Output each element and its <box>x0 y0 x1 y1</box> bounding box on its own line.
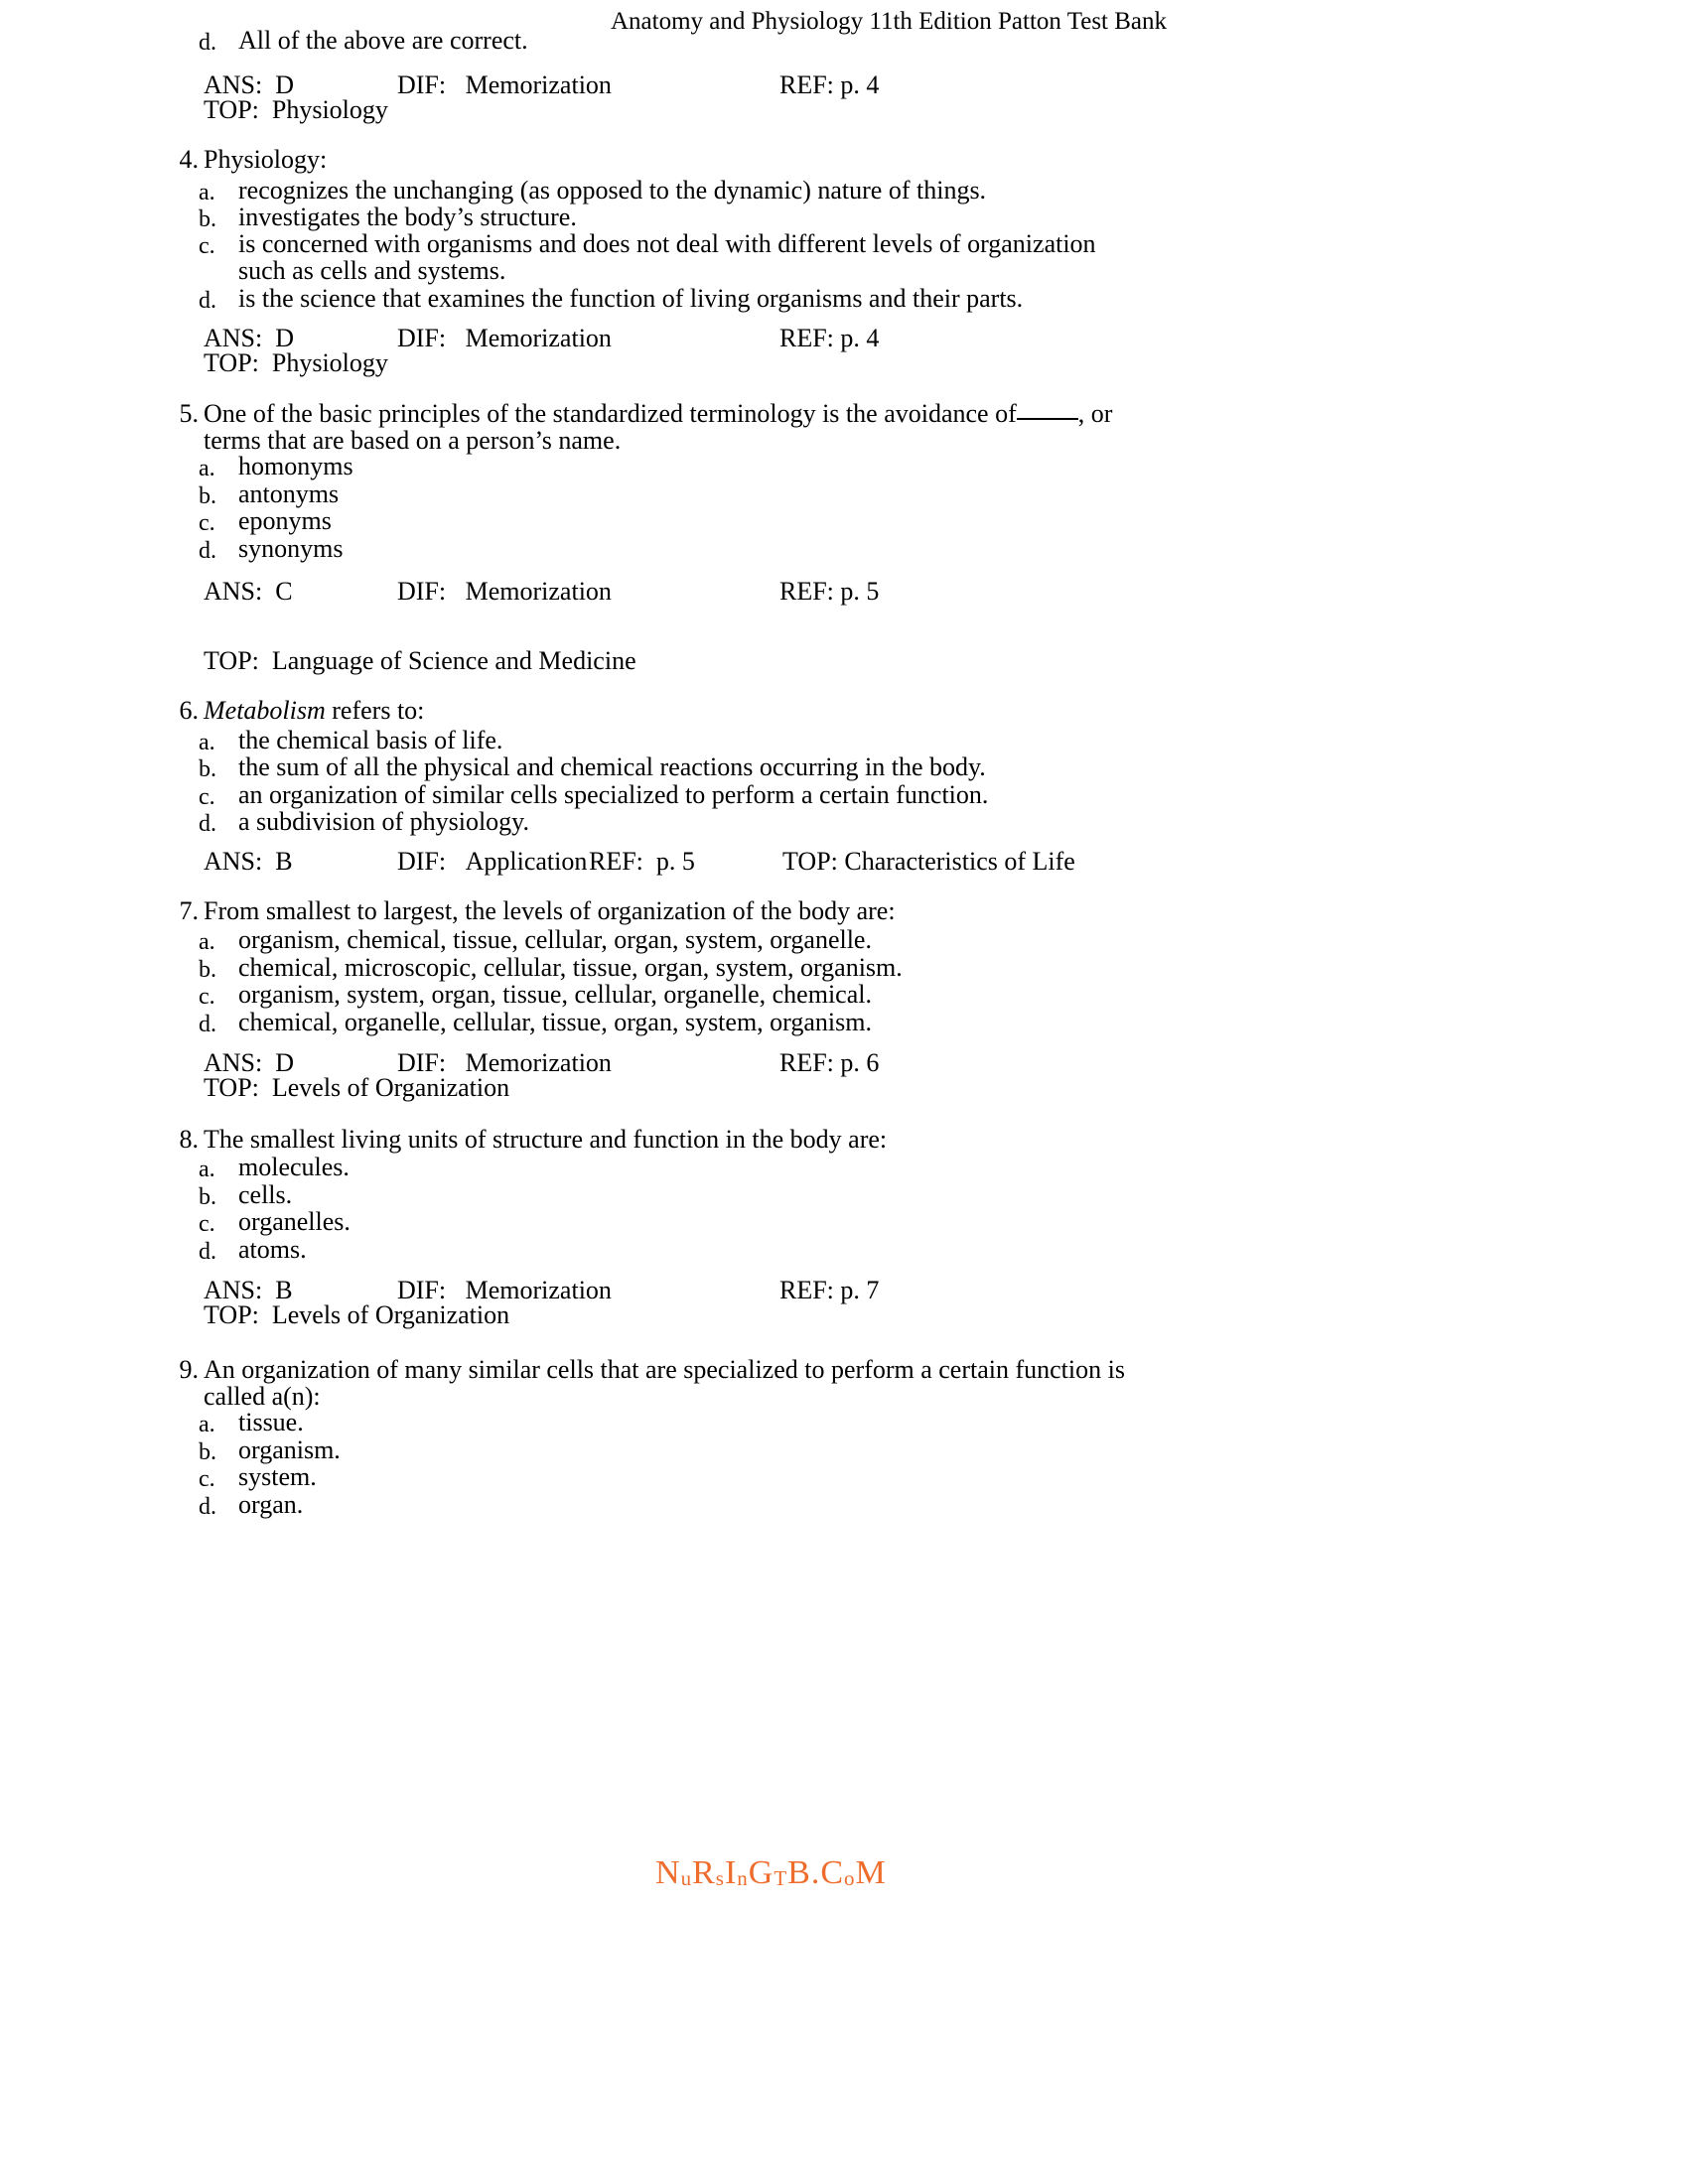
question-stem: An organization of many similar cells that are specialized to perform a certain function is <box>204 1355 1125 1384</box>
question-number: 8. <box>179 1125 199 1154</box>
option-text: cells. <box>238 1180 293 1209</box>
topic-label-value <box>204 345 388 381</box>
option-text: antonyms <box>238 479 340 508</box>
reference-label-value <box>779 1045 879 1081</box>
dif-label: DIF: <box>397 1276 447 1304</box>
option-text-continued: such as cells and systems. <box>238 256 506 285</box>
option-letter: a. <box>199 180 215 205</box>
option-text: the sum of all the physical and chemical reactions occurring in the body. <box>238 752 986 781</box>
option-letter: a. <box>199 929 215 955</box>
option-letter: b. <box>199 1439 216 1465</box>
option-text: organelles. <box>238 1207 351 1236</box>
option-text: chemical, microscopic, cellular, tissue, organ, system, organism. <box>238 953 903 982</box>
topic-label-value <box>204 1070 509 1106</box>
option-letter: b. <box>199 957 216 983</box>
option-letter: c. <box>199 1466 215 1492</box>
question-stem: From smallest to largest, the levels of organization of the body are: <box>204 896 896 925</box>
option-letter: b. <box>199 1184 216 1210</box>
question-number: 5. <box>179 399 199 428</box>
watermark-char: G <box>748 1854 774 1891</box>
ans-label: ANS: <box>204 1276 263 1304</box>
option-text: a subdivision of physiology. <box>238 807 529 836</box>
ans-label: ANS: <box>204 1048 263 1077</box>
ans-value: C <box>275 577 293 606</box>
watermark-char: o <box>844 1866 856 1890</box>
top-label: TOP: <box>204 646 259 675</box>
dif-value: Memorization <box>465 324 612 352</box>
watermark-char: s <box>715 1866 725 1890</box>
option-letter: d. <box>199 1012 216 1037</box>
watermark-char: N <box>655 1854 681 1891</box>
watermark-char: u <box>680 1866 693 1890</box>
ref-label: REF: <box>779 1276 834 1304</box>
topic-inline: TOP: Characteristics of Life <box>782 847 1075 876</box>
topic-label-value <box>204 643 636 679</box>
dif-value: Memorization <box>465 1048 612 1077</box>
ans-value: D <box>275 324 295 352</box>
option-text: investigates the body’s structure. <box>238 203 577 231</box>
difficulty-label-value <box>397 574 612 610</box>
option-letter: c. <box>199 510 215 536</box>
question-stem-line2: terms that are based on a person’s name. <box>204 426 622 455</box>
top-value: Levels of Organization <box>271 1300 510 1329</box>
ans-value: B <box>275 847 293 876</box>
dif-value: Memorization <box>465 577 612 606</box>
top-label: TOP: <box>204 1300 259 1329</box>
option-letter: c. <box>199 784 215 810</box>
ref-value: p. 5 <box>655 847 695 876</box>
ref-label: REF: <box>779 70 834 99</box>
top-value: Physiology <box>271 348 388 377</box>
option-letter: d. <box>199 288 216 314</box>
option-text: the chemical basis of life. <box>238 726 503 754</box>
answer-label-value <box>204 844 293 880</box>
option-letter: a. <box>199 456 215 481</box>
reference-label-value <box>779 321 879 356</box>
option-letter: c. <box>199 233 215 259</box>
option-text: is the science that examines the function of living organisms and their parts. <box>238 284 1024 313</box>
option-letter: d. <box>199 1239 216 1265</box>
dif-value: Memorization <box>465 70 612 99</box>
ans-label: ANS: <box>204 577 263 606</box>
ref-label: REF: <box>779 577 834 606</box>
option-text: molecules. <box>238 1153 350 1181</box>
option-letter: a. <box>199 1157 215 1182</box>
watermark-char: B <box>787 1854 811 1891</box>
option-letter: c. <box>199 984 215 1010</box>
dif-label: DIF: <box>397 324 447 352</box>
watermark-char: M <box>855 1854 887 1891</box>
option-text: organ. <box>238 1490 304 1519</box>
option-text: All of the above are correct. <box>238 26 528 55</box>
reference-label-value <box>779 574 879 610</box>
question-number: 7. <box>179 896 199 925</box>
ref-label: REF: <box>589 847 643 876</box>
question-stem: The smallest living units of structure and function in the body are: <box>204 1125 888 1154</box>
ans-label: ANS: <box>204 847 263 876</box>
top-value: Levels of Organization <box>271 1073 510 1102</box>
question-stem-emphasis: Metabolism <box>204 696 326 725</box>
option-letter: b. <box>199 756 216 782</box>
option-text: synonyms <box>238 534 344 563</box>
ans-label: ANS: <box>204 324 263 352</box>
answer-label-value <box>204 574 293 610</box>
option-letter: d. <box>199 1494 216 1520</box>
dif-label: DIF: <box>397 577 447 606</box>
option-text: organism. <box>238 1435 341 1464</box>
option-letter: b. <box>199 483 216 509</box>
page-header: Anatomy and Physiology 11th Edition Patton Test Bank <box>610 8 1168 35</box>
ref-value: p. 7 <box>840 1276 880 1304</box>
option-letter: a. <box>199 730 215 755</box>
ans-value: D <box>275 70 295 99</box>
question-number: 4. <box>179 145 199 174</box>
option-text: chemical, organelle, cellular, tissue, organ, system, organism. <box>238 1008 872 1036</box>
option-letter: d. <box>199 811 216 837</box>
question-number: 6. <box>179 696 199 725</box>
ans-value: B <box>275 1276 293 1304</box>
option-letter: d. <box>199 30 216 56</box>
top-label: TOP: <box>204 95 259 124</box>
ans-label: ANS: <box>204 70 263 99</box>
top-label: TOP: <box>204 348 259 377</box>
fill-in-blank <box>1017 418 1078 420</box>
option-text: recognizes the unchanging (as opposed to the dynamic) nature of things. <box>238 176 987 205</box>
watermark-char: R <box>692 1854 716 1891</box>
watermark-char: n <box>737 1866 749 1890</box>
option-text: eponyms <box>238 506 332 535</box>
difficulty-label-value <box>397 68 612 103</box>
reference-label-value <box>589 844 695 880</box>
option-letter: a. <box>199 1412 215 1437</box>
question-number: 9. <box>179 1355 199 1384</box>
site-watermark <box>655 1854 887 1892</box>
question-stem-part1: One of the basic principles of the standardized terminology is the avoidance of <box>204 399 1017 428</box>
option-text: homonyms <box>238 452 353 480</box>
option-letter: d. <box>199 538 216 564</box>
topic-label-value <box>204 1297 509 1333</box>
dif-label: DIF: <box>397 847 447 876</box>
dif-value: Memorization <box>465 1276 612 1304</box>
topic-label-value <box>204 92 388 128</box>
option-text: organism, chemical, tissue, cellular, organ, system, organelle. <box>238 925 872 954</box>
option-text: tissue. <box>238 1408 304 1436</box>
question-stem: Physiology: <box>204 145 328 174</box>
option-letter: b. <box>199 206 216 232</box>
option-text: an organization of similar cells specialized to perform a certain function. <box>238 780 989 809</box>
ref-label: REF: <box>779 1048 834 1077</box>
option-text: is concerned with organisms and does not deal with different levels of organization <box>238 229 1096 258</box>
question-stem-line2: called a(n): <box>204 1382 321 1411</box>
option-text: organism, system, organ, tissue, cellular, organelle, chemical. <box>238 980 872 1009</box>
top-value: Physiology <box>271 95 388 124</box>
watermark-char: . <box>810 1854 821 1891</box>
ref-label: REF: <box>779 324 834 352</box>
watermark-char: C <box>820 1854 845 1891</box>
reference-label-value <box>779 68 879 103</box>
dif-value: Application <box>465 847 588 876</box>
top-value: Language of Science and Medicine <box>271 646 636 675</box>
top-label: TOP: <box>204 1073 259 1102</box>
watermark-char: I <box>724 1854 738 1891</box>
watermark-char: T <box>774 1866 788 1890</box>
ref-value: p. 6 <box>840 1048 880 1077</box>
reference-label-value <box>779 1273 879 1308</box>
dif-label: DIF: <box>397 70 447 99</box>
ref-value: p. 4 <box>840 324 880 352</box>
ref-value: p. 5 <box>840 577 880 606</box>
question-stem-rest: refers to: <box>325 696 425 725</box>
option-text: atoms. <box>238 1235 307 1264</box>
option-text: system. <box>238 1462 317 1491</box>
option-letter: c. <box>199 1211 215 1237</box>
ans-value: D <box>275 1048 295 1077</box>
ref-value: p. 4 <box>840 70 880 99</box>
difficulty-label-value <box>397 321 612 356</box>
dif-label: DIF: <box>397 1048 447 1077</box>
question-stem-part2: , or <box>1077 399 1113 428</box>
difficulty-label-value <box>397 844 587 880</box>
